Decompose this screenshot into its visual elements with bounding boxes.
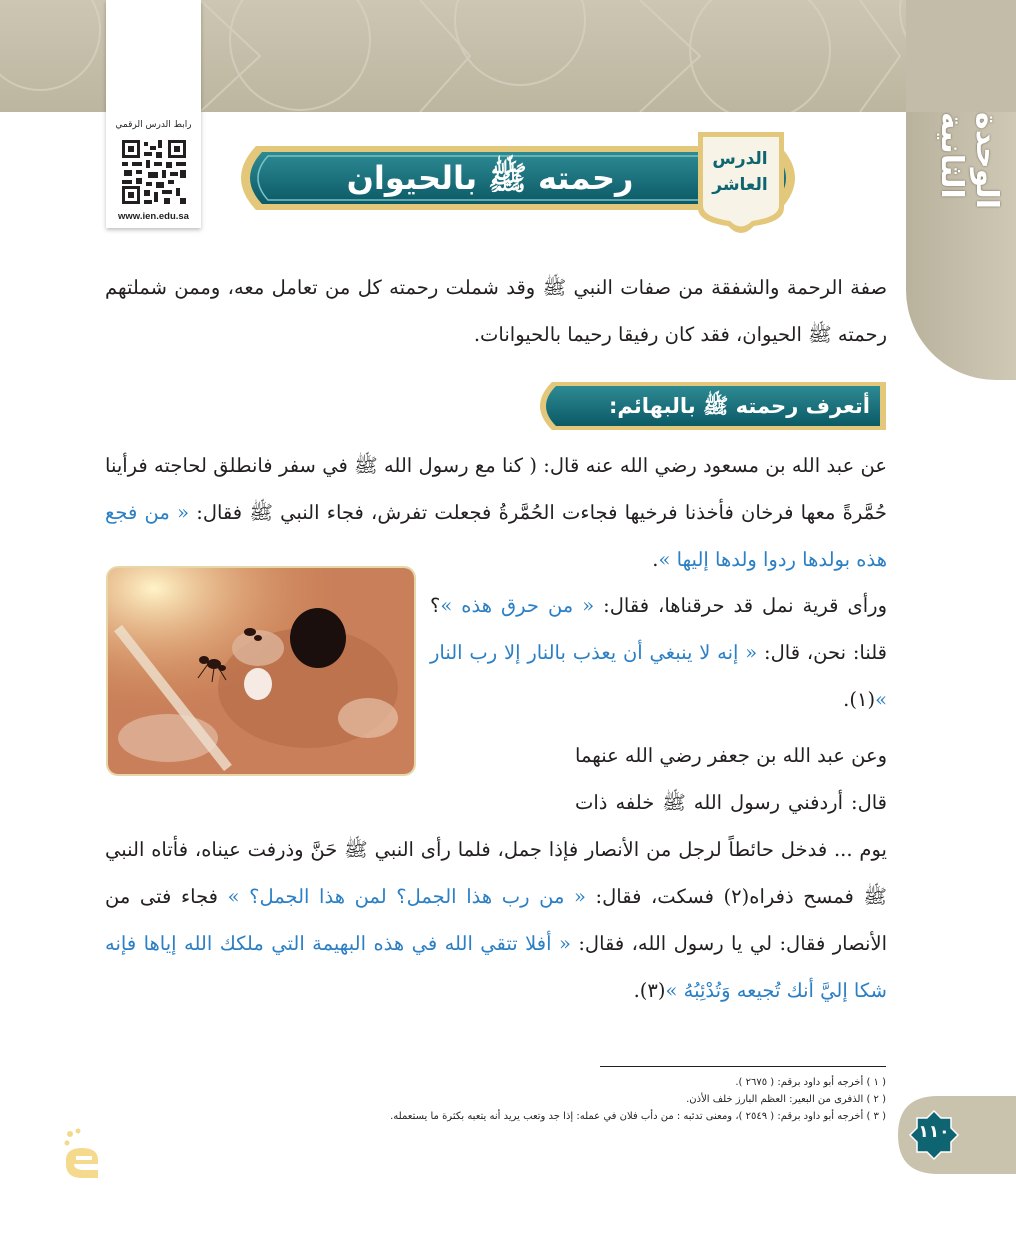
footnotes — [230, 1074, 886, 1125]
hadith-1-quote-2: « من حرق هذه » — [440, 594, 595, 617]
page-number: ١١٠ — [918, 1122, 950, 1142]
hadith-1-text-2: ورأى قرية نمل قد حرقناها، فقال: — [594, 594, 887, 617]
hadith-2-paragraph — [105, 732, 887, 1014]
lesson-badge-line1: الدرس — [712, 149, 768, 169]
hadith-1-continued — [430, 582, 887, 723]
hadith-1-quote-1: « من فجع هذه بولدها ردوا ولدها إليها » — [105, 501, 887, 571]
qr-url[interactable]: www.ien.edu.sa — [118, 211, 189, 222]
hadith-2-text-1: وعن عبد الله بن جعفر رضي الله عنهما قال: أردفني رسول الله ﷺ خلفه ذات يوم ... فدخل حائطاً لرجل من الأنصار فإذا جمل، فلما رأى النبي ﷺ حَنَّ وذرفت عيناه، فأتاه النبي ﷺ فمسح ذفراه(٢) فسكت، فقال: — [105, 744, 887, 908]
hadith-2-text-3: (٣). — [633, 979, 666, 1002]
intro-paragraph: صفة الرحمة والشفقة من صفات النبي ﷺ وقد شملت رحمته كل من تعامل معه، وممن شملتهم رحمته ﷺ الحيوان، فقد كان رفيقا رحيما بالحيوانات. — [105, 276, 887, 346]
hadith-1-text-3: ؟ قلنا: نحن، قال: — [430, 594, 887, 664]
qr-card[interactable] — [106, 0, 201, 228]
hadith-1-text-4: (١). — [843, 688, 876, 711]
footnote-1: ( ١ ) أخرجه أبو داود برقم: ( ٢٦٧٥ ). — [735, 1077, 886, 1088]
footnote-2: ( ٢ ) الذفرى من البعير: العظم البارز خلف الأذن. — [686, 1094, 886, 1105]
lesson-badge-text — [700, 146, 780, 198]
photo-spacer — [105, 732, 575, 826]
ien-logo-icon — [58, 1126, 106, 1186]
footnote-divider — [600, 1066, 886, 1067]
lesson-title: رحمته ﷺ بالحيوان — [346, 159, 634, 197]
footnote-3: ( ٣ ) أخرجه أبو داود برقم: ( ٢٥٤٩ )، ومعنى تدئبه : من دأب فلان في عمله: إذا جد وتعب يريد أنه يتعبه بكثرة ما يستعمله. — [390, 1111, 886, 1122]
hadith-1-text: عن عبد الله بن مسعود رضي الله عنه قال: ( كنا مع رسول الله ﷺ في سفر فانطلق لحاجته فرأينا حُمَّرةً معها فرخان فأخذنا فرخيها فجاءت الحُمَّرةُ فجعلت تفرش، فجاء النبي ﷺ فقال: — [105, 454, 887, 524]
section-title: أتعرف رحمته ﷺ بالبهائم: — [608, 394, 870, 418]
hadith-2-quote-2: « أفلا تتقي الله في هذه البهيمة التي ملكك الله إياها فإنه شكا إليَّ أنك تُجيعه وَتُدْئِبُهُ » — [105, 932, 887, 1002]
lesson-badge-line2: العاشر — [712, 175, 768, 195]
hadith-1-paragraph — [105, 442, 887, 583]
hadith-1-text-end: . — [652, 548, 659, 571]
unit-label: الوحدة الثانية — [934, 112, 1004, 210]
qr-code-icon[interactable] — [120, 138, 188, 206]
hadith-1-quote-3: « إنه لا ينبغي أن يعذب بالنار إلا رب النار » — [430, 641, 887, 711]
qr-caption: رابط الدرس الرقمي — [115, 120, 192, 130]
hadith-2-quote-1: « من رب هذا الجمل؟ لمن هذا الجمل؟ » — [227, 885, 586, 908]
hadith-2-text-2: فجاء فتى من الأنصار فقال: لي يا رسول الله، فقال: — [105, 885, 887, 955]
